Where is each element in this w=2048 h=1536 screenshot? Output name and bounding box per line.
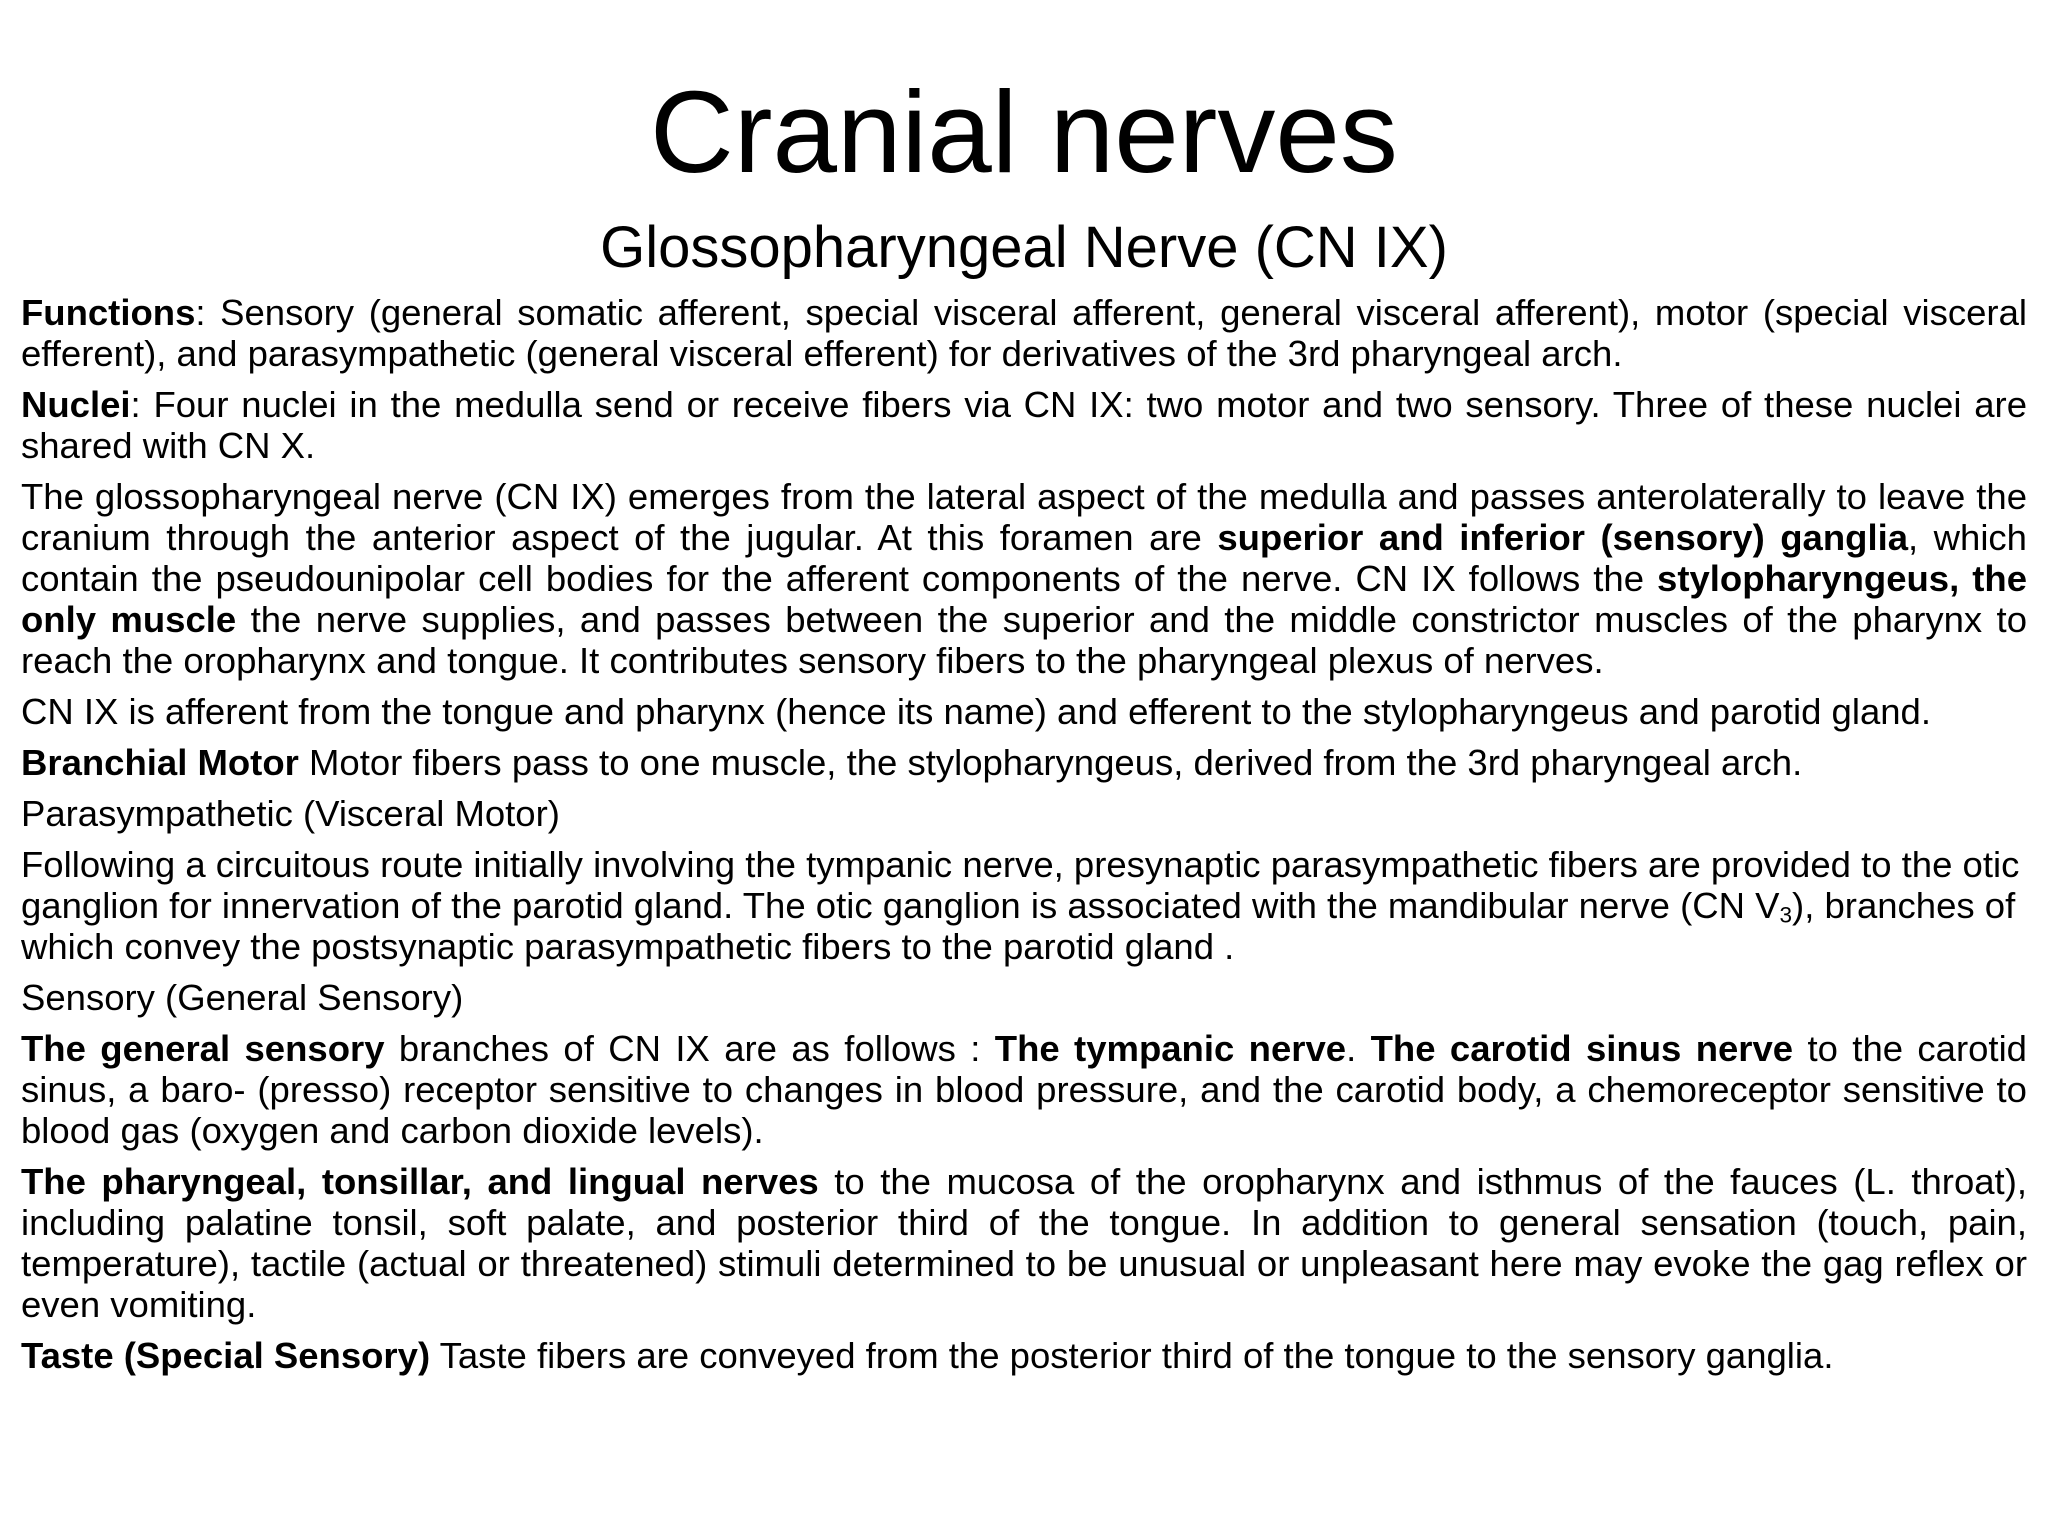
functions-paragraph (21, 292, 2027, 374)
course-bold-muscle: stylopharyngeus, the only muscle (21, 558, 2027, 640)
functions-label: Functions (21, 292, 196, 333)
pharyngeal-text: to the mucosa of the oropharynx and isthmus of the fauces (L. throat), including palatine tonsil, soft palate, and posterior third of the tongue. In addition to general sensation (touch, pain, temperature), tactile (actual or threatened) stimuli determined to be unusual or unpleasant here may evoke the gag reflex or even vomiting. (21, 1161, 2027, 1325)
course-paragraph (21, 476, 2027, 681)
branchial-motor-paragraph (21, 742, 2027, 783)
taste-text: Taste fibers are conveyed from the posterior third of the tongue to the sensory ganglia. (430, 1335, 1834, 1376)
parasympathetic-subscript: 3 (1779, 902, 1793, 928)
nuclei-paragraph (21, 384, 2027, 466)
general-sensory-paragraph (21, 1028, 2027, 1151)
branchial-motor-text: Motor fibers pass to one muscle, the stylopharyngeus, derived from the 3rd pharyngeal arch. (298, 742, 1803, 783)
pharyngeal-label: The pharyngeal, tonsillar, and lingual nerves (21, 1161, 819, 1202)
carotid-sinus-label: The carotid sinus nerve (1370, 1028, 1794, 1069)
afferent-paragraph: CN IX is afferent from the tongue and pharynx (hence its name) and efferent to the stylopharyngeus and parotid gland. (21, 691, 1931, 732)
general-sensory-text-3: to the carotid sinus, a baro- (presso) receptor sensitive to changes in blood pressure, and the carotid body, a chemoreceptor sensitive to blood gas (oxygen and carbon dioxide levels). (21, 1028, 2027, 1151)
slide-title: Cranial nerves (650, 67, 1398, 197)
nuclei-text: : Four nuclei in the medulla send or receive fibers via CN IX: two motor and two sensory. Three of these nuclei are shared with CN X. (21, 384, 2027, 466)
parasympathetic-heading: Parasympathetic (Visceral Motor) (21, 793, 560, 834)
slide-subtitle: Glossopharyngeal Nerve (CN IX) (600, 215, 1448, 280)
nuclei-label: Nuclei (21, 384, 131, 425)
taste-paragraph (21, 1335, 2027, 1376)
parasympathetic-text-1: Following a circuitous route initially involving the tympanic nerve, presynaptic parasympathetic fibers are provided to the otic ganglion for innervation of the parotid gland. The otic ganglion is associated with the mandibular nerve (CN V (21, 844, 2020, 926)
course-text-1: The glossopharyngeal nerve (CN IX) emerges from the lateral aspect of the medulla and passes anterolaterally to leave the cranium through the anterior aspect of the jugular. At this foramen are (21, 476, 2027, 558)
parasympathetic-text-2: ), branches of which convey the postsynaptic parasympathetic fibers to the parotid gland . (21, 885, 2016, 967)
course-bold-ganglia: superior and inferior (sensory) ganglia (1217, 517, 1909, 558)
sensory-heading: Sensory (General Sensory) (21, 977, 464, 1018)
tympanic-nerve-label: The tympanic nerve (994, 1028, 1347, 1069)
general-sensory-label: The general sensory (21, 1028, 385, 1069)
general-sensory-text-1: branches of CN IX are as follows : (384, 1028, 995, 1069)
course-text-3: the nerve supplies, and passes between the superior and the middle constrictor muscles of the pharynx to reach the oropharynx and tongue. It contributes sensory fibers to the pharyngeal plexus of nerves. (21, 599, 2027, 681)
functions-text: : Sensory (general somatic afferent, special visceral afferent, general visceral afferent), motor (special visceral efferent), and parasympathetic (general visceral efferent) for derivatives of the 3rd pharyngeal arch. (21, 292, 2027, 374)
pharyngeal-paragraph (21, 1161, 2027, 1325)
parasympathetic-paragraph (21, 844, 2027, 967)
taste-label: Taste (Special Sensory) (21, 1335, 431, 1376)
course-text-2: , which contain the pseudounipolar cell bodies for the afferent components of the nerve. CN IX follows the (21, 517, 2027, 599)
branchial-motor-label: Branchial Motor (21, 742, 299, 783)
general-sensory-text-2: . (1346, 1028, 1371, 1069)
slide-body (21, 292, 2027, 1386)
